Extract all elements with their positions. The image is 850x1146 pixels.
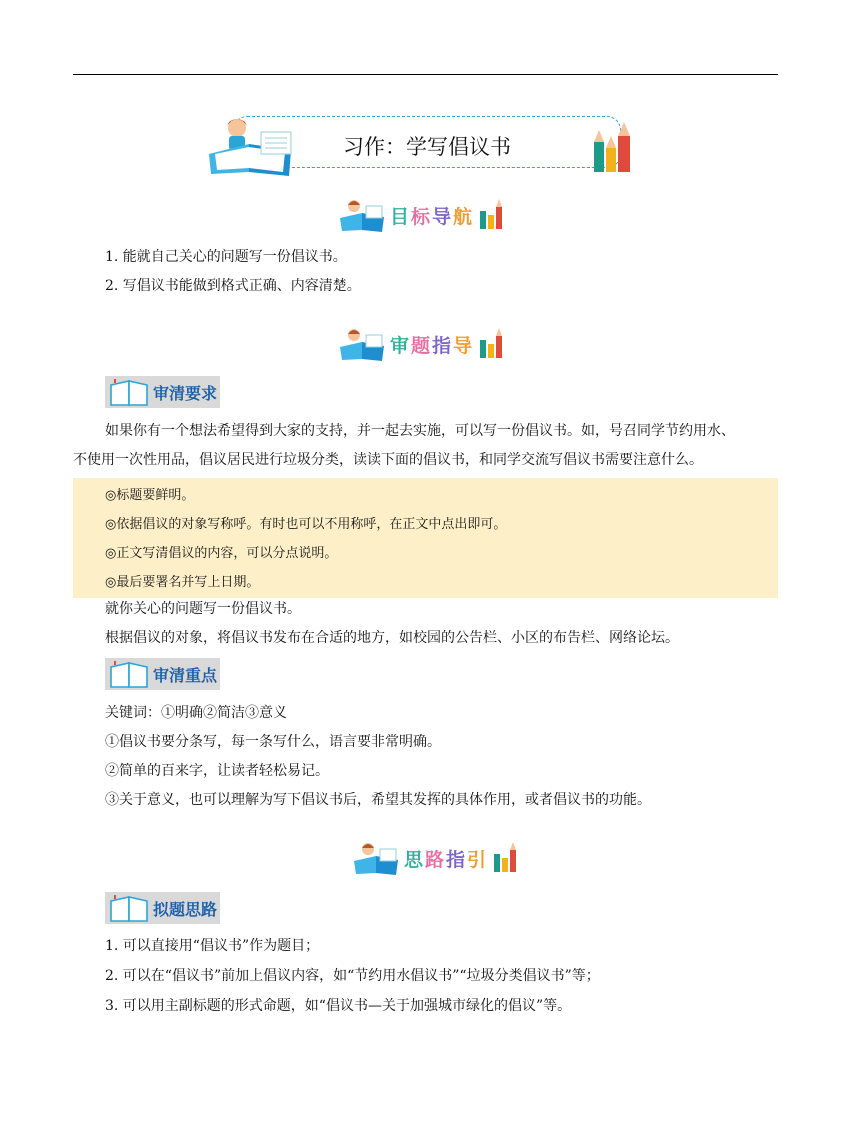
pencils-icon xyxy=(478,328,504,360)
section-header-goal xyxy=(338,195,504,235)
girl-reading-book-icon xyxy=(338,327,386,361)
girl-reading-book-icon xyxy=(338,198,386,232)
pencils-icon xyxy=(478,199,504,231)
subheader-title-ideas xyxy=(105,892,220,924)
paragraph-line: 不使用一次性用品，倡议居民进行垃圾分类，读读下面的倡议书，和同学交流写倡议书需要注意什么。 xyxy=(73,452,703,468)
tip-line: ◎依据倡议的对象写称呼。有时也可以不用称呼，在正文中点出即可。 xyxy=(105,517,507,532)
section-char: 导 xyxy=(432,205,454,228)
tip-line: ◎标题要鲜明。 xyxy=(105,488,195,503)
title-idea-line: 2. 可以在“倡议书”前加上倡议内容，如“节约用水倡议书”“垃圾分类倡议书”等； xyxy=(105,968,600,984)
open-book-icon xyxy=(109,661,149,689)
section-char: 思 xyxy=(404,848,426,871)
pencils-icon xyxy=(492,842,518,874)
section-char: 指 xyxy=(432,334,454,357)
open-book-icon xyxy=(109,379,149,407)
keypoint-line: ②简单的百来字，让读者轻松易记。 xyxy=(105,763,329,779)
page-title: 习作：学写倡议书 xyxy=(343,135,511,159)
section-char: 指 xyxy=(446,848,468,871)
goal-line: 1. 能就自己关心的问题写一份倡议书。 xyxy=(105,249,347,265)
girl-reading-book-icon xyxy=(205,114,300,178)
subheader-keypoints xyxy=(105,658,220,690)
section-char: 题 xyxy=(411,334,433,357)
keypoint-line: 关键词：①明确②简洁③意义 xyxy=(105,705,287,721)
paragraph-line: 根据倡议的对象，将倡议书发布在合适的地方，如校园的公告栏、小区的布告栏、网络论坛。 xyxy=(105,630,679,646)
subheader-label: 拟题思路 xyxy=(153,900,218,919)
section-char: 审 xyxy=(390,334,412,357)
section-char: 路 xyxy=(425,848,447,871)
paragraph-line: 如果你有一个想法希望得到大家的支持，并一起去实施，可以写一份倡议书。如，号召同学节约用水、 xyxy=(105,423,735,439)
header-rule xyxy=(73,74,778,75)
section-char: 引 xyxy=(467,848,489,871)
subheader-label: 审清要求 xyxy=(153,384,218,403)
section-header-review xyxy=(338,324,504,364)
keypoint-line: ①倡议书要分条写，每一条写什么，语言要非常明确。 xyxy=(105,734,441,750)
title-idea-line: 1. 可以直接用“倡议书”作为题目； xyxy=(105,938,320,954)
subheader-label: 审清重点 xyxy=(153,666,218,685)
section-char: 航 xyxy=(453,205,475,228)
open-book-icon xyxy=(109,895,149,923)
tip-line: ◎正文写清倡议的内容，可以分点说明。 xyxy=(105,546,338,561)
section-char: 导 xyxy=(453,334,475,357)
title-banner xyxy=(205,112,635,176)
section-char: 标 xyxy=(411,205,433,228)
paragraph-line: 就你关心的问题写一份倡议书。 xyxy=(105,601,301,617)
pencils-icon xyxy=(590,122,635,174)
title-idea-line: 3. 可以用主副标题的形式命题，如“倡议书—关于加强城市绿化的倡议”等。 xyxy=(105,998,572,1014)
subheader-requirements xyxy=(105,376,220,408)
keypoint-line: ③关于意义，也可以理解为写下倡议书后，希望其发挥的具体作用，或者倡议书的功能。 xyxy=(105,792,651,808)
goal-line: 2. 写倡议书能做到格式正确、内容清楚。 xyxy=(105,278,361,294)
section-char: 目 xyxy=(390,205,412,228)
girl-reading-book-icon xyxy=(352,841,400,875)
tip-line: ◎最后要署名并写上日期。 xyxy=(105,575,260,590)
section-header-idea xyxy=(352,838,518,878)
